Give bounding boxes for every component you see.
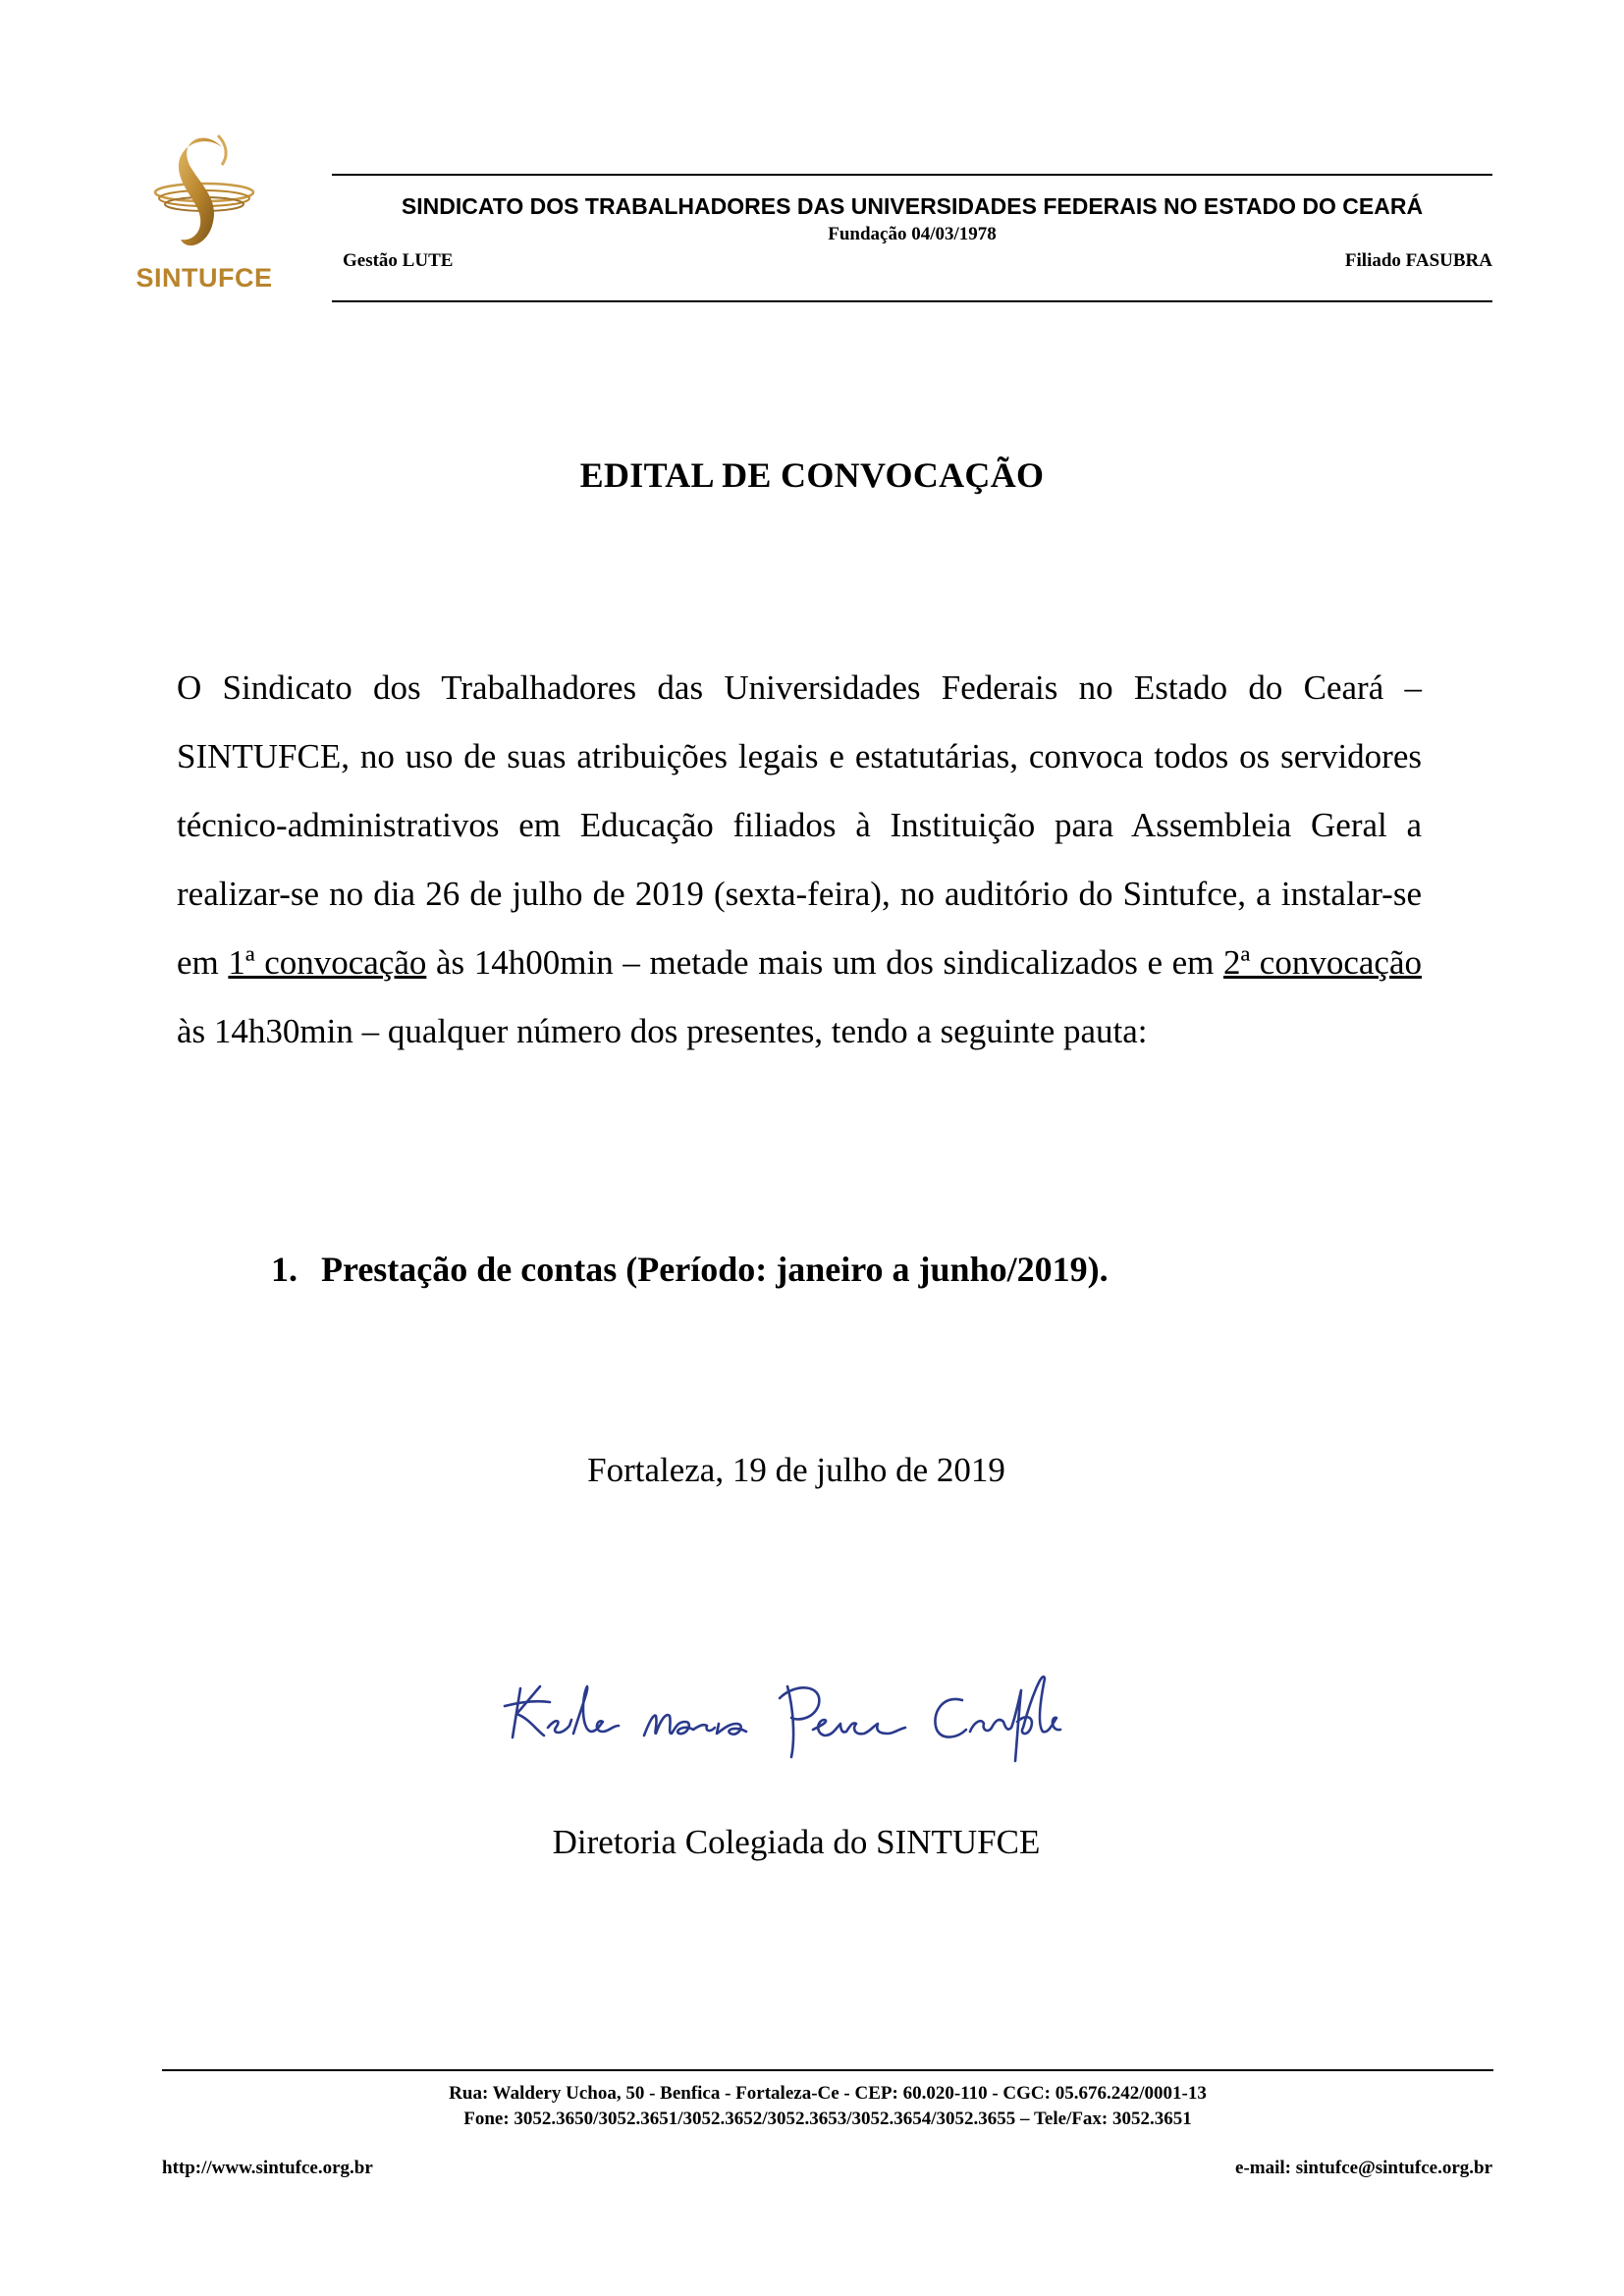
signature-icon (501, 1639, 1070, 1767)
paragraph-text-1: O Sindicato dos Trabalhadores das Universidades Federais no Estado do Ceará – SINTUFCE, no uso de suas atribuições legais e estatutárias, convoca todos os servidores técnico-administrativos em Educação filiados à Instituição para Assembleia Geral a realizar-se no dia 26 de julho de 2019 (sexta-feira), no auditório do Sintufce, a instalar-se em (177, 668, 1422, 982)
convocation-paragraph (177, 654, 1422, 1066)
place-and-date: Fortaleza, 19 de julho de 2019 (587, 1451, 1005, 1489)
first-call-text: 1ª convocação (228, 943, 427, 982)
management-label: Gestão LUTE (343, 250, 454, 271)
email-link[interactable]: e-mail: sintufce@sintufce.org.br (1235, 2158, 1492, 2178)
agenda-item-text: Prestação de contas (Período: janeiro a junho/2019). (321, 1250, 1109, 1289)
logo-wordmark: SINTUFCE (135, 263, 273, 293)
logo-emblem-icon (126, 126, 283, 263)
foundation-date: Fundação 04/03/1978 (828, 224, 997, 244)
header-bottom-rule (332, 300, 1492, 302)
affiliation-label: Filiado FASUBRA (1344, 250, 1492, 271)
second-call-text: 2ª convocação (1223, 943, 1422, 982)
footer-rule (162, 2069, 1493, 2071)
footer-phones: Fone: 3052.3650/3052.3651/3052.3652/3052.3653/3052.3654/3052.3655 – Tele/Fax: 3052.3651 (463, 2109, 1192, 2129)
agenda-item-number: 1. (271, 1250, 298, 1289)
signatory: Diretoria Colegiada do SINTUFCE (552, 1823, 1041, 1861)
website-link[interactable]: http://www.sintufce.org.br (162, 2158, 373, 2178)
paragraph-text-3: às 14h30min – qualquer número dos presentes, tendo a seguinte pauta: (177, 1012, 1148, 1050)
sintufce-logo (126, 126, 283, 302)
document-title: EDITAL DE CONVOCAÇÃO (579, 455, 1045, 495)
paragraph-text-2: às 14h00min – metade mais um dos sindicalizados e em (426, 943, 1224, 982)
organization-name: SINDICATO DOS TRABALHADORES DAS UNIVERSIDADES FEDERAIS NO ESTADO DO CEARÁ (401, 193, 1424, 219)
agenda-item (271, 1249, 1109, 1290)
handwritten-signature (501, 1639, 1070, 1767)
header-top-rule (332, 174, 1492, 176)
footer-address: Rua: Waldery Uchoa, 50 - Benfica - Fortaleza-Ce - CEP: 60.020-110 - CGC: 05.676.242/0001-13 (449, 2083, 1207, 2104)
